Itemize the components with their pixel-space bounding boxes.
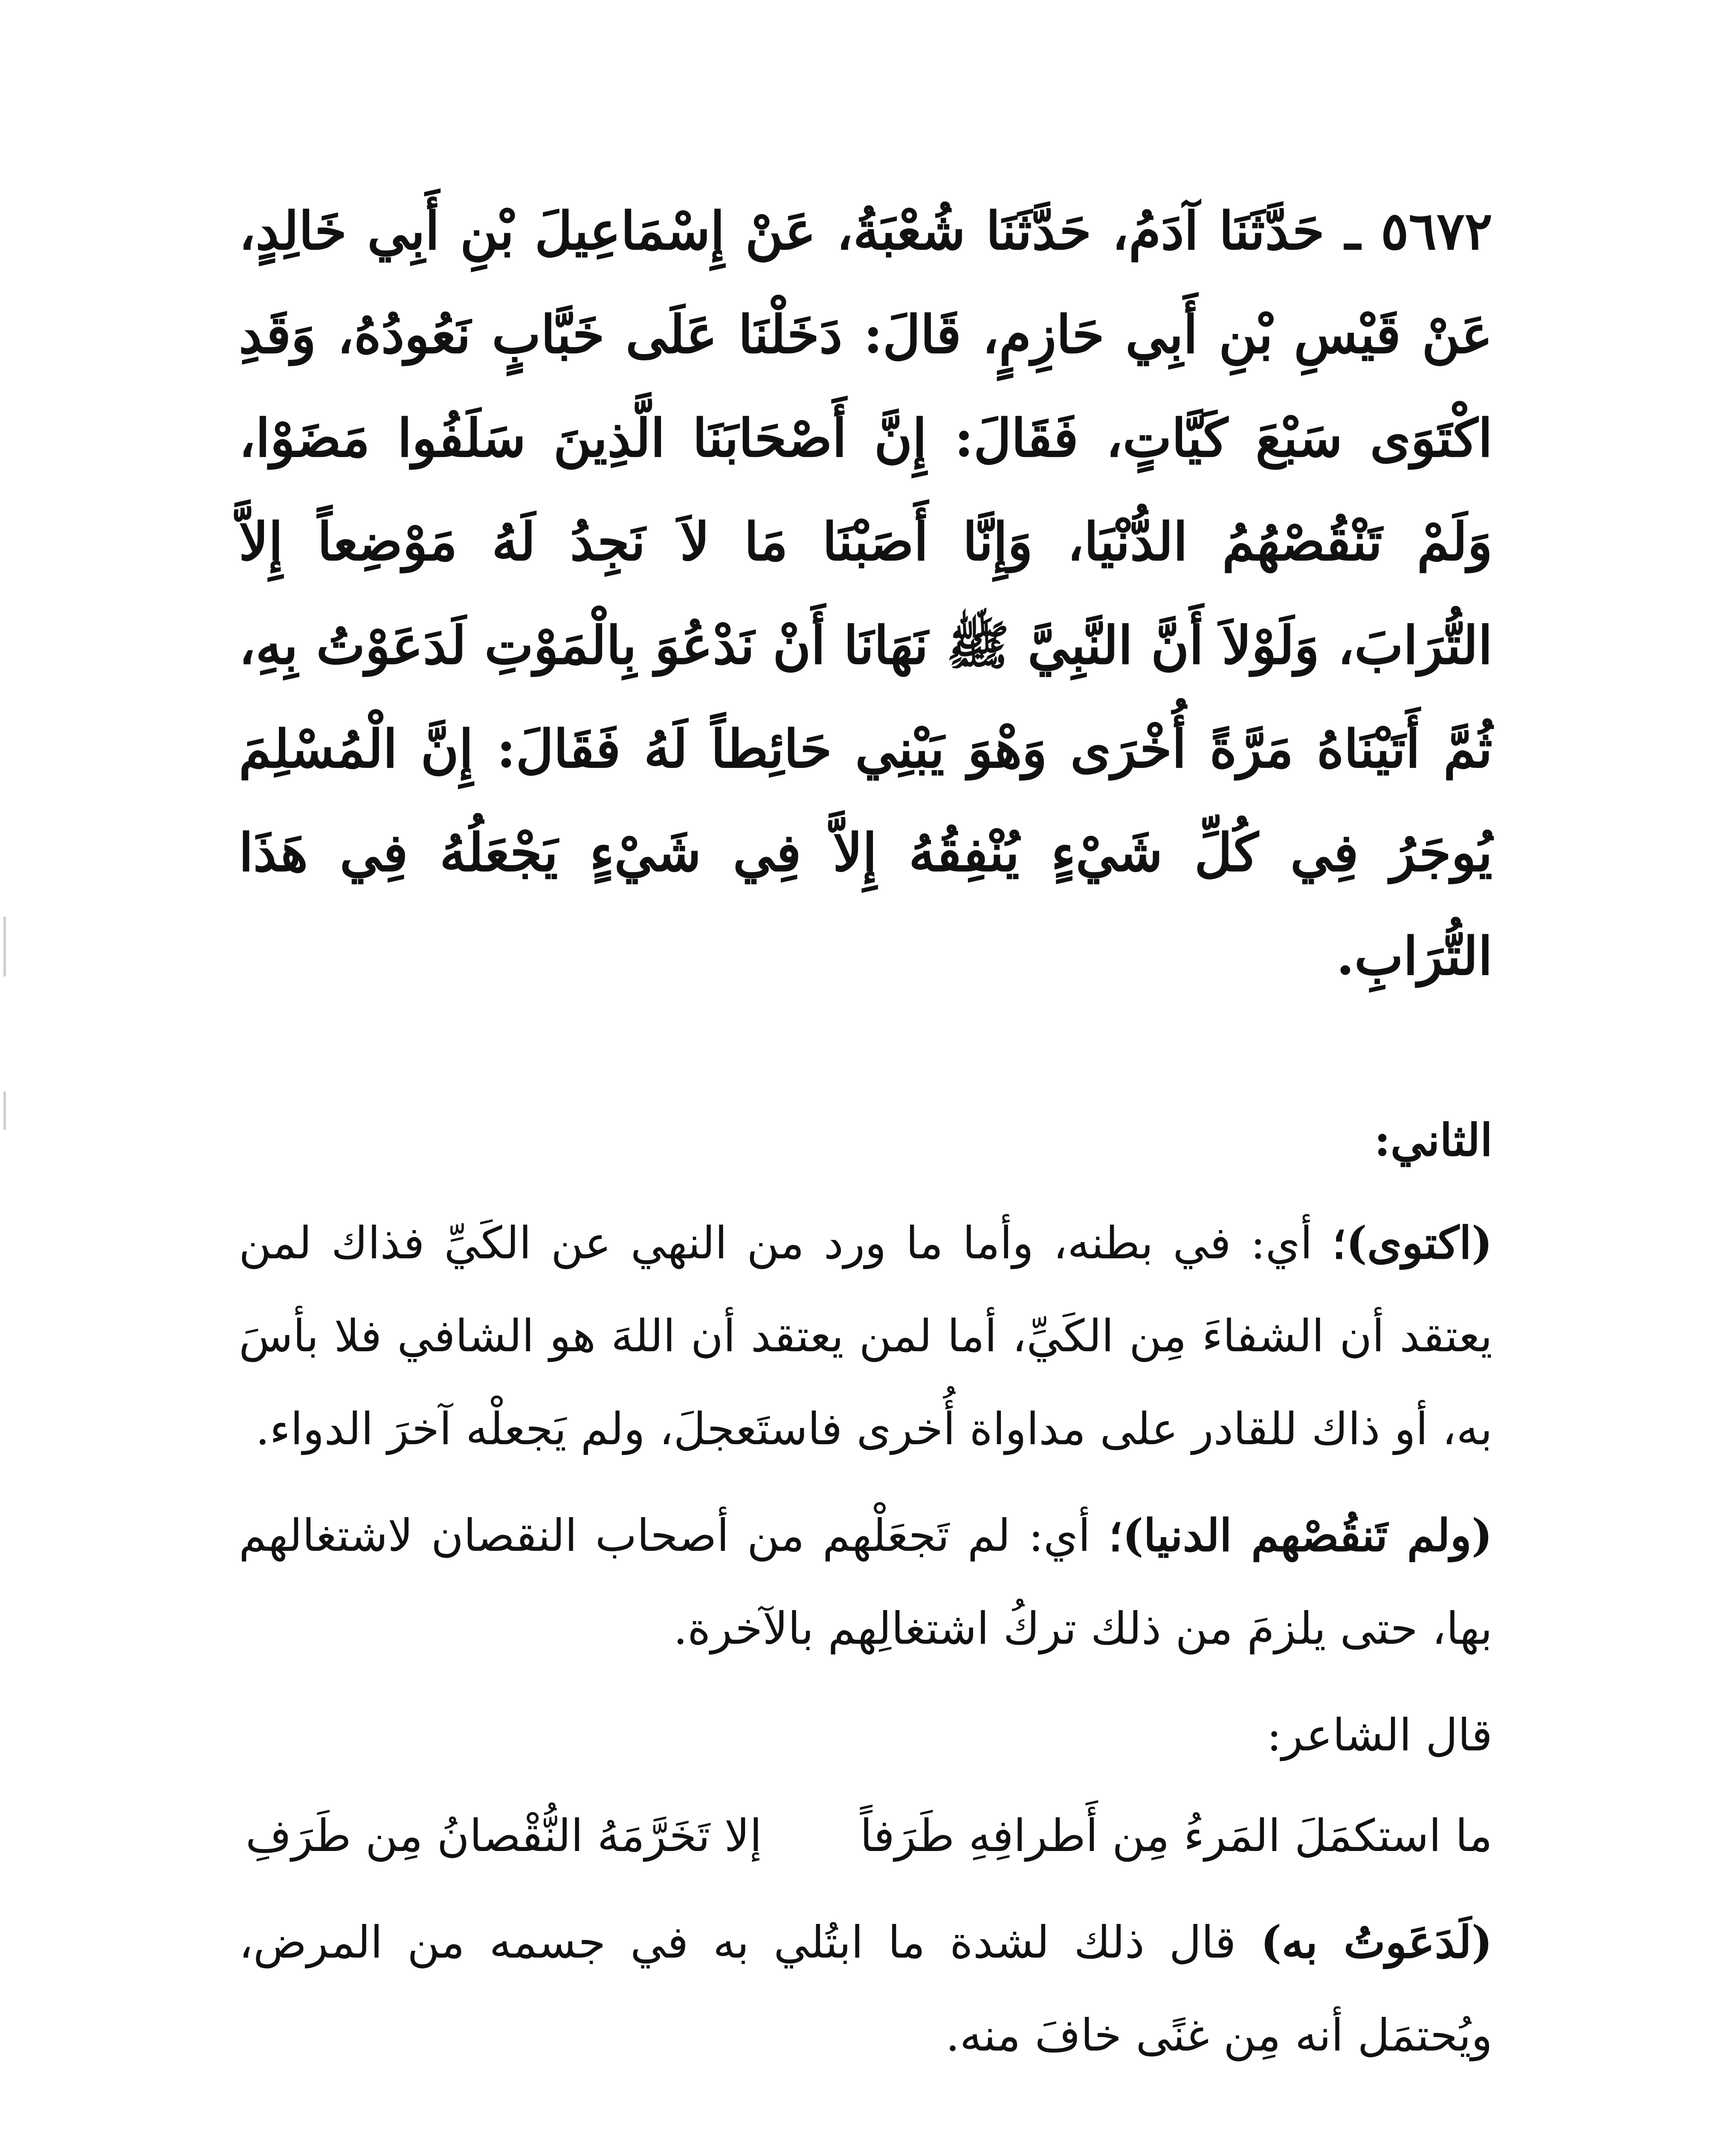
commentary-paragraph-2 bbox=[239, 1489, 1493, 1675]
verse-second-hemistich: إلا تَخَرَّمَهُ النُّقْصانُ مِن طَرَفِ bbox=[245, 1810, 762, 1862]
commentary-term-3: (لَدَعَوتُ به) bbox=[1261, 1916, 1493, 1968]
commentary-text-3: قال ذلك لشدة ما ابتُلي به في جسمه من المرض، ويُحتمَل أنه مِن غنًى خافَ منه. bbox=[239, 1916, 1493, 2061]
margin-scan-mark-top bbox=[3, 917, 6, 976]
page-body bbox=[239, 179, 1493, 2082]
commentary-text-2: أي: لم تَجعَلْهم من أصحاب النقصان لاشتغالهم بها، حتى يلزمَ من ذلك تركُ اشتغالِهم بالآخرة. bbox=[239, 1509, 1493, 1654]
verse-first-hemistich: ما استكمَلَ المَرءُ مِن أَطرافِهِ طَرَفاً bbox=[860, 1810, 1493, 1862]
hadith-text: ٥٦٧٢ ـ حَدَّثَنَا آدَمُ، حَدَّثَنَا شُعْبَةُ، عَنْ إِسْمَاعِيلَ بْنِ أَبِي خَالِدٍ، عَنْ قَيْسِ بْنِ أَبِي حَازِمٍ، قَالَ: دَخَلْنَا عَلَى خَبَّابٍ نَعُودُهُ، وَقَدِ اكْتَوَى سَبْعَ كَيَّاتٍ، فَقَالَ: إِنَّ أَصْحَابَنَا الَّذِينَ سَلَفُوا مَضَوْا، وَلَمْ تَنْقُصْهُمُ الدُّنْيَا، وَإِنَّا أَصَبْنَا مَا لاَ نَجِدُ لَهُ مَوْضِعاً إِلاَّ التُّرَابَ، وَلَوْلاَ أَنَّ النَّبِيَّ ﷺ نَهَانَا أَنْ نَدْعُوَ بِالْمَوْتِ لَدَعَوْتُ بِهِ، ثُمَّ أَتَيْنَاهُ مَرَّةً أُخْرَى وَهْوَ يَبْنِي حَائِطاً لَهُ فَقَالَ: إِنَّ الْمُسْلِمَ يُوجَرُ فِي كُلِّ شَيْءٍ يُنْفِقُهُ إِلاَّ فِي شَيْءٍ يَجْعَلُهُ فِي هَذَا التُّرَابِ. bbox=[239, 200, 1493, 987]
commentary-paragraph-1 bbox=[239, 1196, 1493, 1475]
commentary-term-2: (ولم تَنقُصْهم الدنيا)؛ bbox=[1108, 1509, 1493, 1561]
poem-verse bbox=[239, 1789, 1493, 1882]
commentary-term-1: (اكتوى)؛ bbox=[1332, 1217, 1493, 1269]
section-label: الثاني: bbox=[1374, 1114, 1493, 1166]
commentary-paragraph-3 bbox=[239, 1896, 1493, 2082]
poet-intro: قال الشاعر: bbox=[1266, 1709, 1493, 1761]
commentary-text-1: أي: في بطنه، وأما ما ورد من النهي عن الكَيِّ فذاك لمن يعتقد أن الشفاءَ مِن الكَيِّ، أما لمن يعتقد أن اللهَ هو الشافي فلا بأسَ به، أو ذاك للقادر على مداواة أُخرى فاستَعجلَ، ولم يَجعلْه آخرَ الدواء. bbox=[239, 1217, 1493, 1455]
margin-scan-mark-bottom bbox=[3, 1092, 6, 1130]
